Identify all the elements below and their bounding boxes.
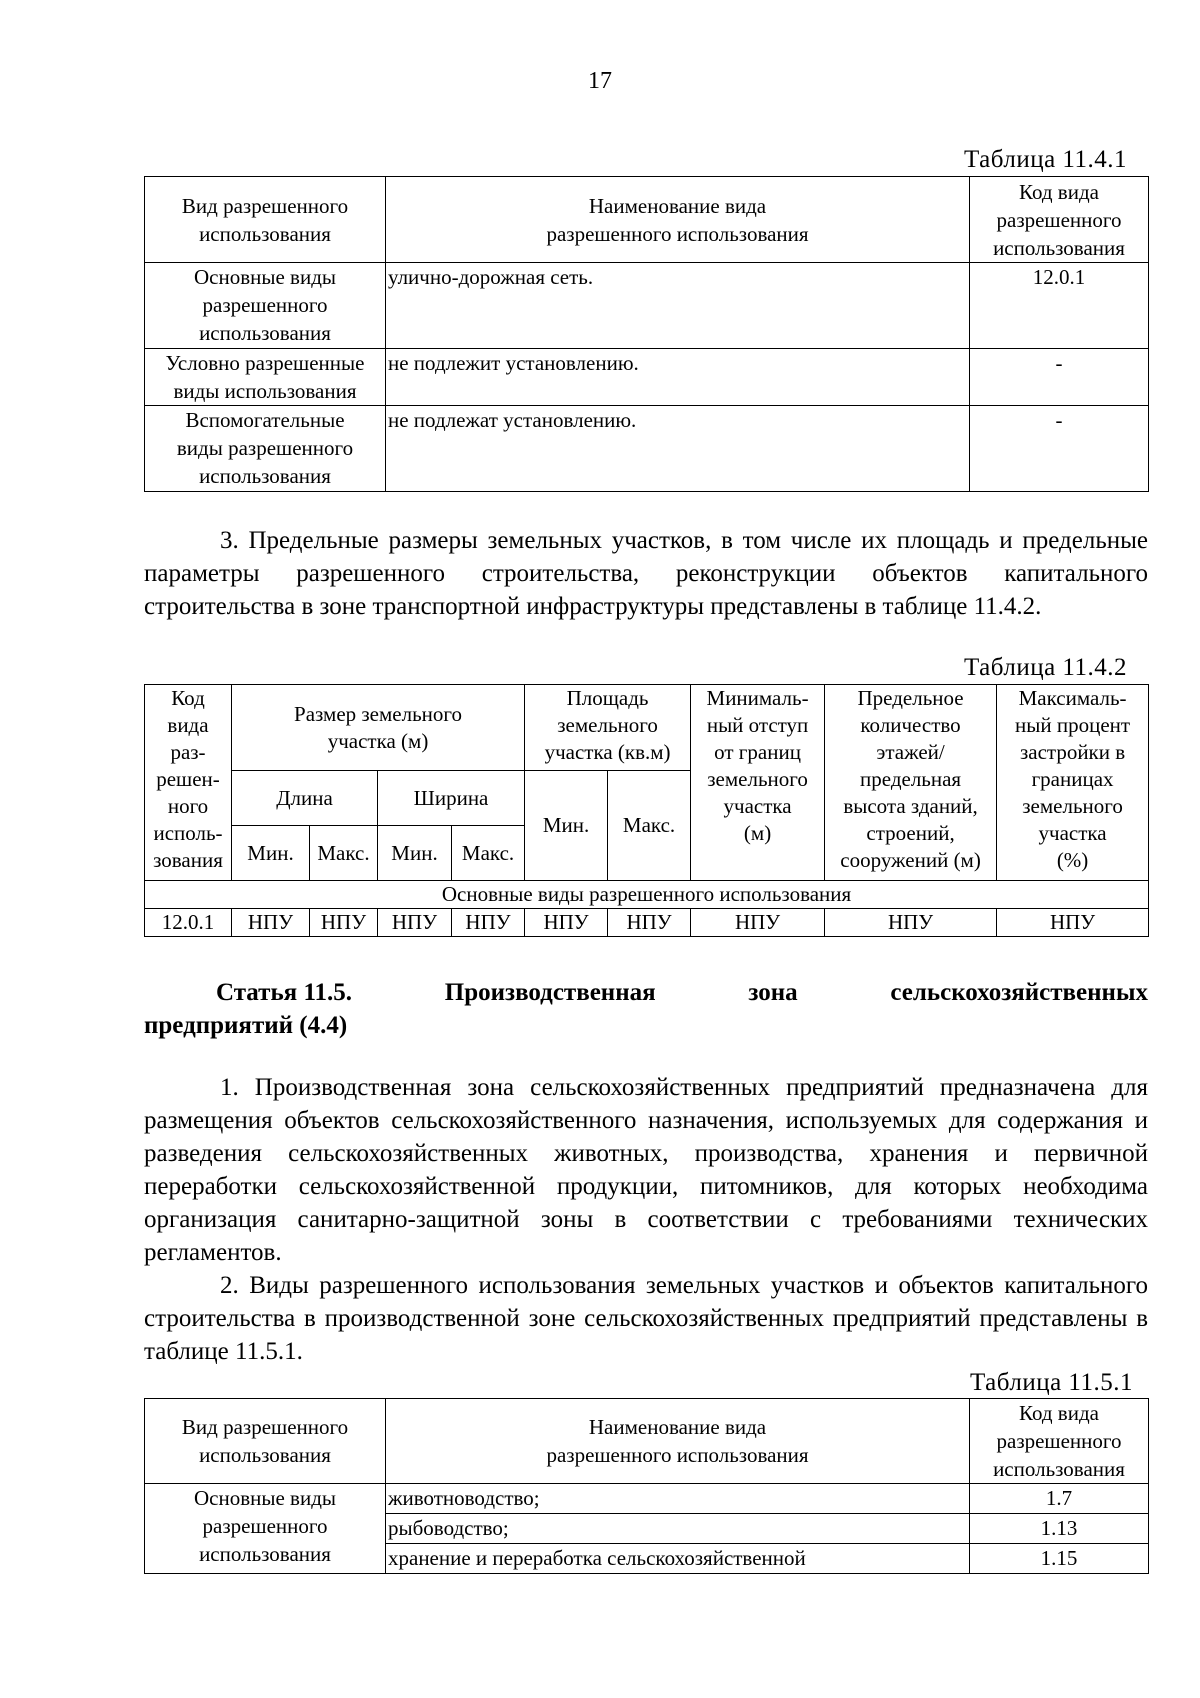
- header-line: Наименование вида: [588, 193, 767, 218]
- header-width: Ширина: [378, 771, 525, 826]
- heading-word: Статья 11.5.: [216, 979, 353, 1006]
- table-11-4-1: [144, 176, 1149, 492]
- cell-line: земельного: [707, 767, 808, 791]
- cell-line: земельного: [557, 713, 658, 737]
- heading-word: Производственная: [444, 979, 656, 1006]
- cell-line: (м): [743, 821, 772, 845]
- paragraph-2: 2. Виды разрешенного использования земельных участков и объектов капитального строительства в производственной зоне сельскохозяйственных предприятий представлены в таблице 11.5.1.: [144, 1272, 1148, 1365]
- table-11-5-1: [144, 1398, 1149, 1574]
- cell-line: Минималь-: [706, 686, 809, 710]
- row-type: [145, 349, 386, 406]
- heading-word: сельскохозяйственных: [890, 979, 1148, 1006]
- table-row: [145, 1484, 1149, 1514]
- table-row: [145, 349, 1149, 406]
- cell-line: Основные виды: [193, 1486, 336, 1510]
- cell-line: строений,: [866, 821, 955, 845]
- header-line: Код вида: [1019, 1401, 1099, 1425]
- cell-line: использования: [199, 1542, 331, 1566]
- header-name: [386, 177, 970, 263]
- header-type: [145, 1399, 386, 1484]
- header-width-max: Макс.: [452, 826, 525, 881]
- cell-line: участка (м): [327, 728, 429, 753]
- header-line: Вид разрешенного: [181, 1415, 349, 1439]
- row-code: 1.15: [970, 1544, 1149, 1574]
- article-heading: [144, 976, 1148, 1042]
- cell-line: раз-: [170, 740, 206, 764]
- cell-length-max: НПУ: [310, 909, 378, 937]
- cell-line: Код: [171, 686, 205, 710]
- page-number: 17: [588, 68, 612, 94]
- header-line: использования: [993, 1457, 1125, 1481]
- cell-floors: НПУ: [825, 909, 997, 937]
- row-name: животноводство;: [386, 1484, 970, 1514]
- cell-percent: НПУ: [997, 909, 1149, 937]
- cell-line: этажей/: [876, 740, 945, 764]
- cell-length-min: НПУ: [232, 909, 310, 937]
- cell-line: (%): [1056, 848, 1089, 872]
- cell-line: земельного: [1022, 794, 1123, 818]
- table-row: [145, 406, 1149, 492]
- header-code: [970, 1399, 1149, 1484]
- header-max-floors: [825, 685, 997, 881]
- header-line: Наименование вида: [588, 1415, 767, 1439]
- header-length-max: Макс.: [310, 826, 378, 881]
- header-line: разрешенного: [996, 1429, 1122, 1453]
- cell-line: решен-: [156, 767, 220, 791]
- header-type: [145, 177, 386, 263]
- row-name: рыбоводство;: [386, 1514, 970, 1544]
- cell-line: Вспомогательные: [185, 408, 345, 432]
- cell-area-max: НПУ: [608, 909, 691, 937]
- table-caption-11-4-2: Таблица 11.4.2: [964, 654, 1127, 681]
- cell-line: Размер земельного: [294, 701, 463, 726]
- cell-line: разрешенного: [202, 1514, 328, 1538]
- header-line: Код вида: [1019, 179, 1099, 204]
- article-body: [144, 1071, 1148, 1368]
- header-plot-area: [525, 685, 691, 771]
- header-plot-size: [232, 685, 525, 771]
- cell-line: Максималь-: [1018, 686, 1127, 710]
- paragraph-text: 3. Предельные размеры земельных участков, в том числе их площадь и предельные параметры разрешенного строительства, реконструкции объектов капитального строительства в зоне транспортной инфраструктуры представлены в таблице 11.4.2.: [144, 527, 1148, 620]
- row-code: 12.0.1: [970, 263, 1149, 349]
- cell-line: от границ: [714, 740, 801, 764]
- header-name: [386, 1399, 970, 1484]
- cell-line: использования: [199, 464, 331, 488]
- header-area-min: Мин.: [525, 771, 608, 881]
- row-name: не подлежат установлению.: [386, 406, 970, 492]
- cell-width-min: НПУ: [378, 909, 452, 937]
- cell-line: использования: [199, 321, 331, 345]
- header-line: Вид разрешенного: [181, 193, 349, 218]
- cell-line: сооружений (м): [840, 848, 981, 872]
- header-min-setback: [691, 685, 825, 881]
- header-code-kind: [145, 685, 232, 881]
- cell-code: 12.0.1: [145, 909, 232, 937]
- cell-width-max: НПУ: [452, 909, 525, 937]
- table-header-row: [145, 1399, 1149, 1484]
- row-type: [145, 406, 386, 492]
- table-11-4-2: [144, 684, 1149, 937]
- cell-line: высота зданий,: [843, 794, 978, 818]
- cell-line: Предельное: [857, 686, 964, 710]
- cell-line: исполь-: [153, 821, 223, 845]
- header-line: разрешенного: [996, 207, 1122, 232]
- cell-area-min: НПУ: [525, 909, 608, 937]
- header-length: Длина: [232, 771, 378, 826]
- cell-line: участка (кв.м): [544, 740, 671, 764]
- row-code: 1.7: [970, 1484, 1149, 1514]
- section-row: Основные виды разрешенного использования: [145, 881, 1149, 909]
- header-line: использования: [199, 1443, 331, 1467]
- row-name: не подлежит установлению.: [386, 349, 970, 406]
- cell-line: виды использования: [173, 379, 357, 403]
- table-row: [145, 263, 1149, 349]
- cell-line: разрешенного: [202, 293, 328, 317]
- cell-line: ный процент: [1015, 713, 1131, 737]
- header-width-min: Мин.: [378, 826, 452, 881]
- cell-line: предельная: [860, 767, 962, 791]
- header-line: использования: [199, 221, 331, 246]
- cell-line: зования: [153, 848, 223, 872]
- cell-line: Основные виды: [193, 265, 336, 289]
- heading-line-2: предприятий (4.4): [144, 1012, 348, 1039]
- cell-setback: НПУ: [691, 909, 825, 937]
- header-area-max: Макс.: [608, 771, 691, 881]
- paragraph-1: 1. Производственная зона сельскохозяйственных предприятий предназначена для размещения объектов сельскохозяйственного назначения, используемых для содержания и разведения сельскохозяйственных животных, производства, хранения и первичной переработки сельскохозяйственной продукции, питомников, для которых необходима организация санитарно-защитной зоны в соответствии с требованиями технических регламентов.: [144, 1074, 1148, 1266]
- cell-line: участка: [1038, 821, 1107, 845]
- cell-line: ного: [167, 794, 209, 818]
- cell-line: застройки в: [1019, 740, 1126, 764]
- table-caption-11-5-1: Таблица 11.5.1: [970, 1369, 1133, 1396]
- row-type: [145, 263, 386, 349]
- row-type: [145, 1484, 386, 1574]
- cell-line: виды разрешенного: [176, 436, 354, 460]
- table-header-row: [145, 177, 1149, 263]
- table-row: [145, 909, 1149, 937]
- row-code: 1.13: [970, 1514, 1149, 1544]
- row-name: хранение и переработка сельскохозяйственной: [386, 1544, 970, 1574]
- row-name: улично-дорожная сеть.: [386, 263, 970, 349]
- cell-line: вида: [167, 713, 209, 737]
- cell-line: Условно разрешенные: [165, 351, 365, 375]
- header-line: разрешенного использования: [546, 1443, 809, 1467]
- cell-line: ный отступ: [706, 713, 809, 737]
- cell-line: участка: [723, 794, 792, 818]
- paragraph-3: [144, 524, 1148, 623]
- header-max-percent: [997, 685, 1149, 881]
- header-length-min: Мин.: [232, 826, 310, 881]
- cell-line: границах: [1031, 767, 1114, 791]
- cell-line: количество: [860, 713, 961, 737]
- heading-word: зона: [748, 979, 798, 1006]
- header-line: использования: [993, 235, 1125, 260]
- table-caption-11-4-1: Таблица 11.4.1: [964, 146, 1127, 173]
- row-code: -: [970, 349, 1149, 406]
- row-code: -: [970, 406, 1149, 492]
- cell-line: Площадь: [566, 686, 649, 710]
- header-code: [970, 177, 1149, 263]
- header-line: разрешенного использования: [546, 221, 809, 246]
